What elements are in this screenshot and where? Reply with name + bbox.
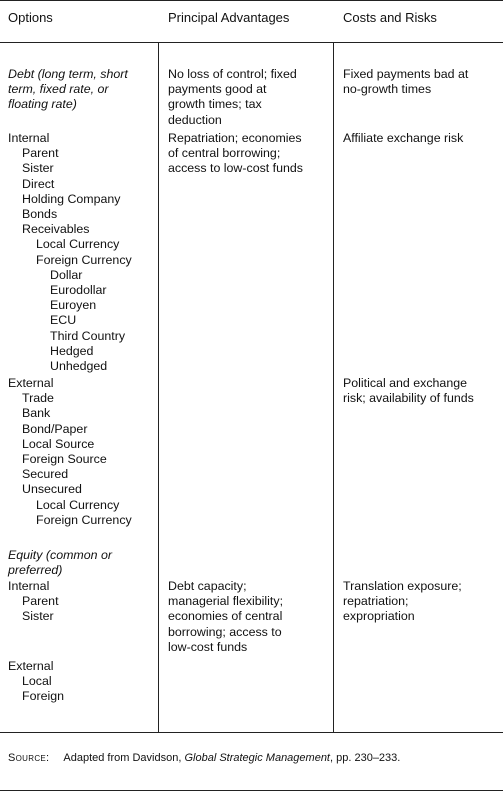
list-item: Foreign Currency <box>36 252 132 267</box>
debt-internal-advantages <box>168 131 303 177</box>
debt-cost-line: no-growth times <box>343 82 432 97</box>
list-item: Local Currency <box>36 237 120 252</box>
debt-cost-line: Fixed payments bad at <box>343 67 469 81</box>
header-advantages: Principal Advantages <box>168 10 290 25</box>
list-item: Bank <box>22 406 51 421</box>
list-item: ECU <box>50 313 77 328</box>
list-item: Euroyen <box>50 298 97 313</box>
list-item: Secured <box>22 467 69 482</box>
list-item: Local Currency <box>36 497 120 512</box>
list-item: Eurodollar <box>50 283 107 298</box>
list-item: Hedged <box>50 343 94 358</box>
debt-title <box>8 67 128 113</box>
list-item: Parent <box>22 594 59 609</box>
cost-line: Translation exposure; <box>343 579 462 593</box>
list-item: Third Country <box>50 328 126 343</box>
source-note <box>8 752 400 764</box>
column-divider-2 <box>333 42 334 732</box>
source-bottom-rule <box>0 790 503 791</box>
column-divider-1 <box>158 42 159 732</box>
equity-title-line: preferred) <box>8 563 63 578</box>
equity-external-label: External <box>8 659 54 673</box>
advantage-line: low-cost funds <box>168 639 248 654</box>
equity-title <box>8 548 112 578</box>
advantage-line: access to low-cost funds <box>168 161 303 176</box>
list-item: Dollar <box>50 267 83 282</box>
cost-line: expropriation <box>343 609 415 624</box>
debt-internal-list <box>8 131 132 374</box>
source-suffix: , pp. 230–233. <box>330 752 401 764</box>
debt-external-costs <box>343 376 474 406</box>
debt-internal-costs <box>343 131 463 146</box>
equity-internal-list <box>8 579 59 625</box>
cost-line: risk; availability of funds <box>343 391 474 406</box>
header-costs: Costs and Risks <box>343 10 437 25</box>
advantage-line: Debt capacity; <box>168 579 247 593</box>
debt-advantage-line: deduction <box>168 112 222 127</box>
debt-external-label: External <box>8 376 54 390</box>
debt-internal-label: Internal <box>8 131 50 145</box>
cost-line: repatriation; <box>343 594 409 609</box>
list-item: Foreign Source <box>22 452 107 467</box>
list-item: Unhedged <box>50 359 108 374</box>
equity-internal-costs <box>343 579 462 625</box>
list-item: Foreign Currency <box>36 512 132 527</box>
source-label: Source: <box>8 752 50 764</box>
header-bottom-rule <box>0 42 503 43</box>
debt-advantage-line: No loss of control; fixed <box>168 67 297 81</box>
list-item: Bond/Paper <box>22 421 88 436</box>
table-top-rule <box>0 0 503 1</box>
equity-title-line: Equity (common or <box>8 548 112 562</box>
advantage-line: of central borrowing; <box>168 146 281 161</box>
advantage-line: Repatriation; economies <box>168 131 302 145</box>
list-item: Parent <box>22 146 59 161</box>
list-item: Holding Company <box>22 191 121 206</box>
table-bottom-rule <box>0 732 503 733</box>
cost-line: Affiliate exchange risk <box>343 131 464 145</box>
equity-internal-label: Internal <box>8 579 50 593</box>
list-item: Direct <box>22 176 55 191</box>
debt-advantages <box>168 67 297 128</box>
list-item: Sister <box>22 609 54 624</box>
list-item: Local Source <box>22 436 95 451</box>
equity-internal-advantages <box>168 579 283 655</box>
debt-title-line: term, fixed rate, or <box>8 82 109 97</box>
list-item: Foreign <box>22 689 65 704</box>
debt-advantage-line: growth times; tax <box>168 97 262 112</box>
source-prefix: Adapted from Davidson, <box>63 752 185 764</box>
list-item: Sister <box>22 161 54 176</box>
debt-external-list <box>8 376 132 528</box>
list-item: Receivables <box>22 222 90 237</box>
equity-external-list <box>8 659 64 705</box>
list-item: Bonds <box>22 207 58 222</box>
advantage-line: managerial flexibility; <box>168 594 284 609</box>
source-book-title: Global Strategic Management <box>184 752 330 764</box>
list-item: Unsecured <box>22 482 82 497</box>
debt-costs <box>343 67 468 97</box>
advantage-line: borrowing; access to <box>168 624 282 639</box>
list-item: Trade <box>22 391 54 406</box>
debt-advantage-line: payments good at <box>168 82 267 97</box>
debt-title-line: Debt (long term, short <box>8 67 128 81</box>
advantage-line: economies of central <box>168 609 283 624</box>
header-options: Options <box>8 10 53 25</box>
debt-title-line: floating rate) <box>8 97 77 112</box>
list-item: Local <box>22 674 52 689</box>
cost-line: Political and exchange <box>343 376 467 390</box>
